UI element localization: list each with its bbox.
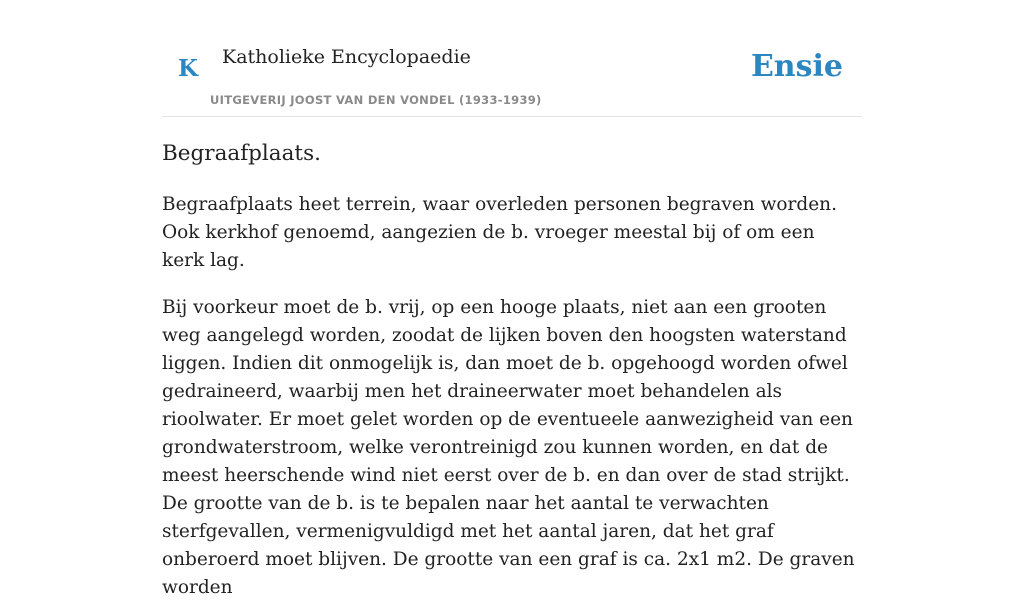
ensie-brand-link[interactable]: Ensie bbox=[750, 49, 843, 84]
article-paragraph: Begraafplaats heet terrein, waar overleden personen begraven worden. Ook kerkhof genoemd, aangezien de b. vroeger meestal bij of om een kerk lag. bbox=[162, 194, 837, 271]
site-header bbox=[162, 0, 862, 117]
publisher-subtitle: UITGEVERIJ JOOST VAN DEN VONDEL (1933-1939) bbox=[210, 93, 542, 107]
encyclopedia-title[interactable]: Katholieke Encyclopaedie bbox=[222, 46, 471, 68]
article bbox=[162, 138, 862, 602]
article-paragraph: Bij voorkeur moet de b. vrij, op een hooge plaats, niet aan een grooten weg aangelegd worden, zoodat de lijken boven den hoogsten waterstand liggen. Indien dit onmogelijk is, dan moet de b. opgehoogd worden ofwel gedraineerd, waarbij men het draineerwater moet behandelen als rioolwater. Er moet gelet worden op de eventueele aanwezigheid van een grondwaterstroom, welke verontreinigd zou kunnen worden, en dat de meest heerschende wind niet eerst over de b. en dan over de stad strijkt. De grootte van de b. is te bepalen naar het aantal te verwachten sterfgevallen, vermenigvuldigd met het aantal jaren, dat het graf onberoerd moet blijven. De grootte van een graf is ca. 2x1 m2. De graven worden bbox=[162, 297, 855, 598]
page bbox=[162, 0, 862, 598]
article-headword: Begraafplaats. bbox=[162, 141, 321, 166]
encyclopedia-logo-icon[interactable]: K bbox=[178, 55, 198, 82]
